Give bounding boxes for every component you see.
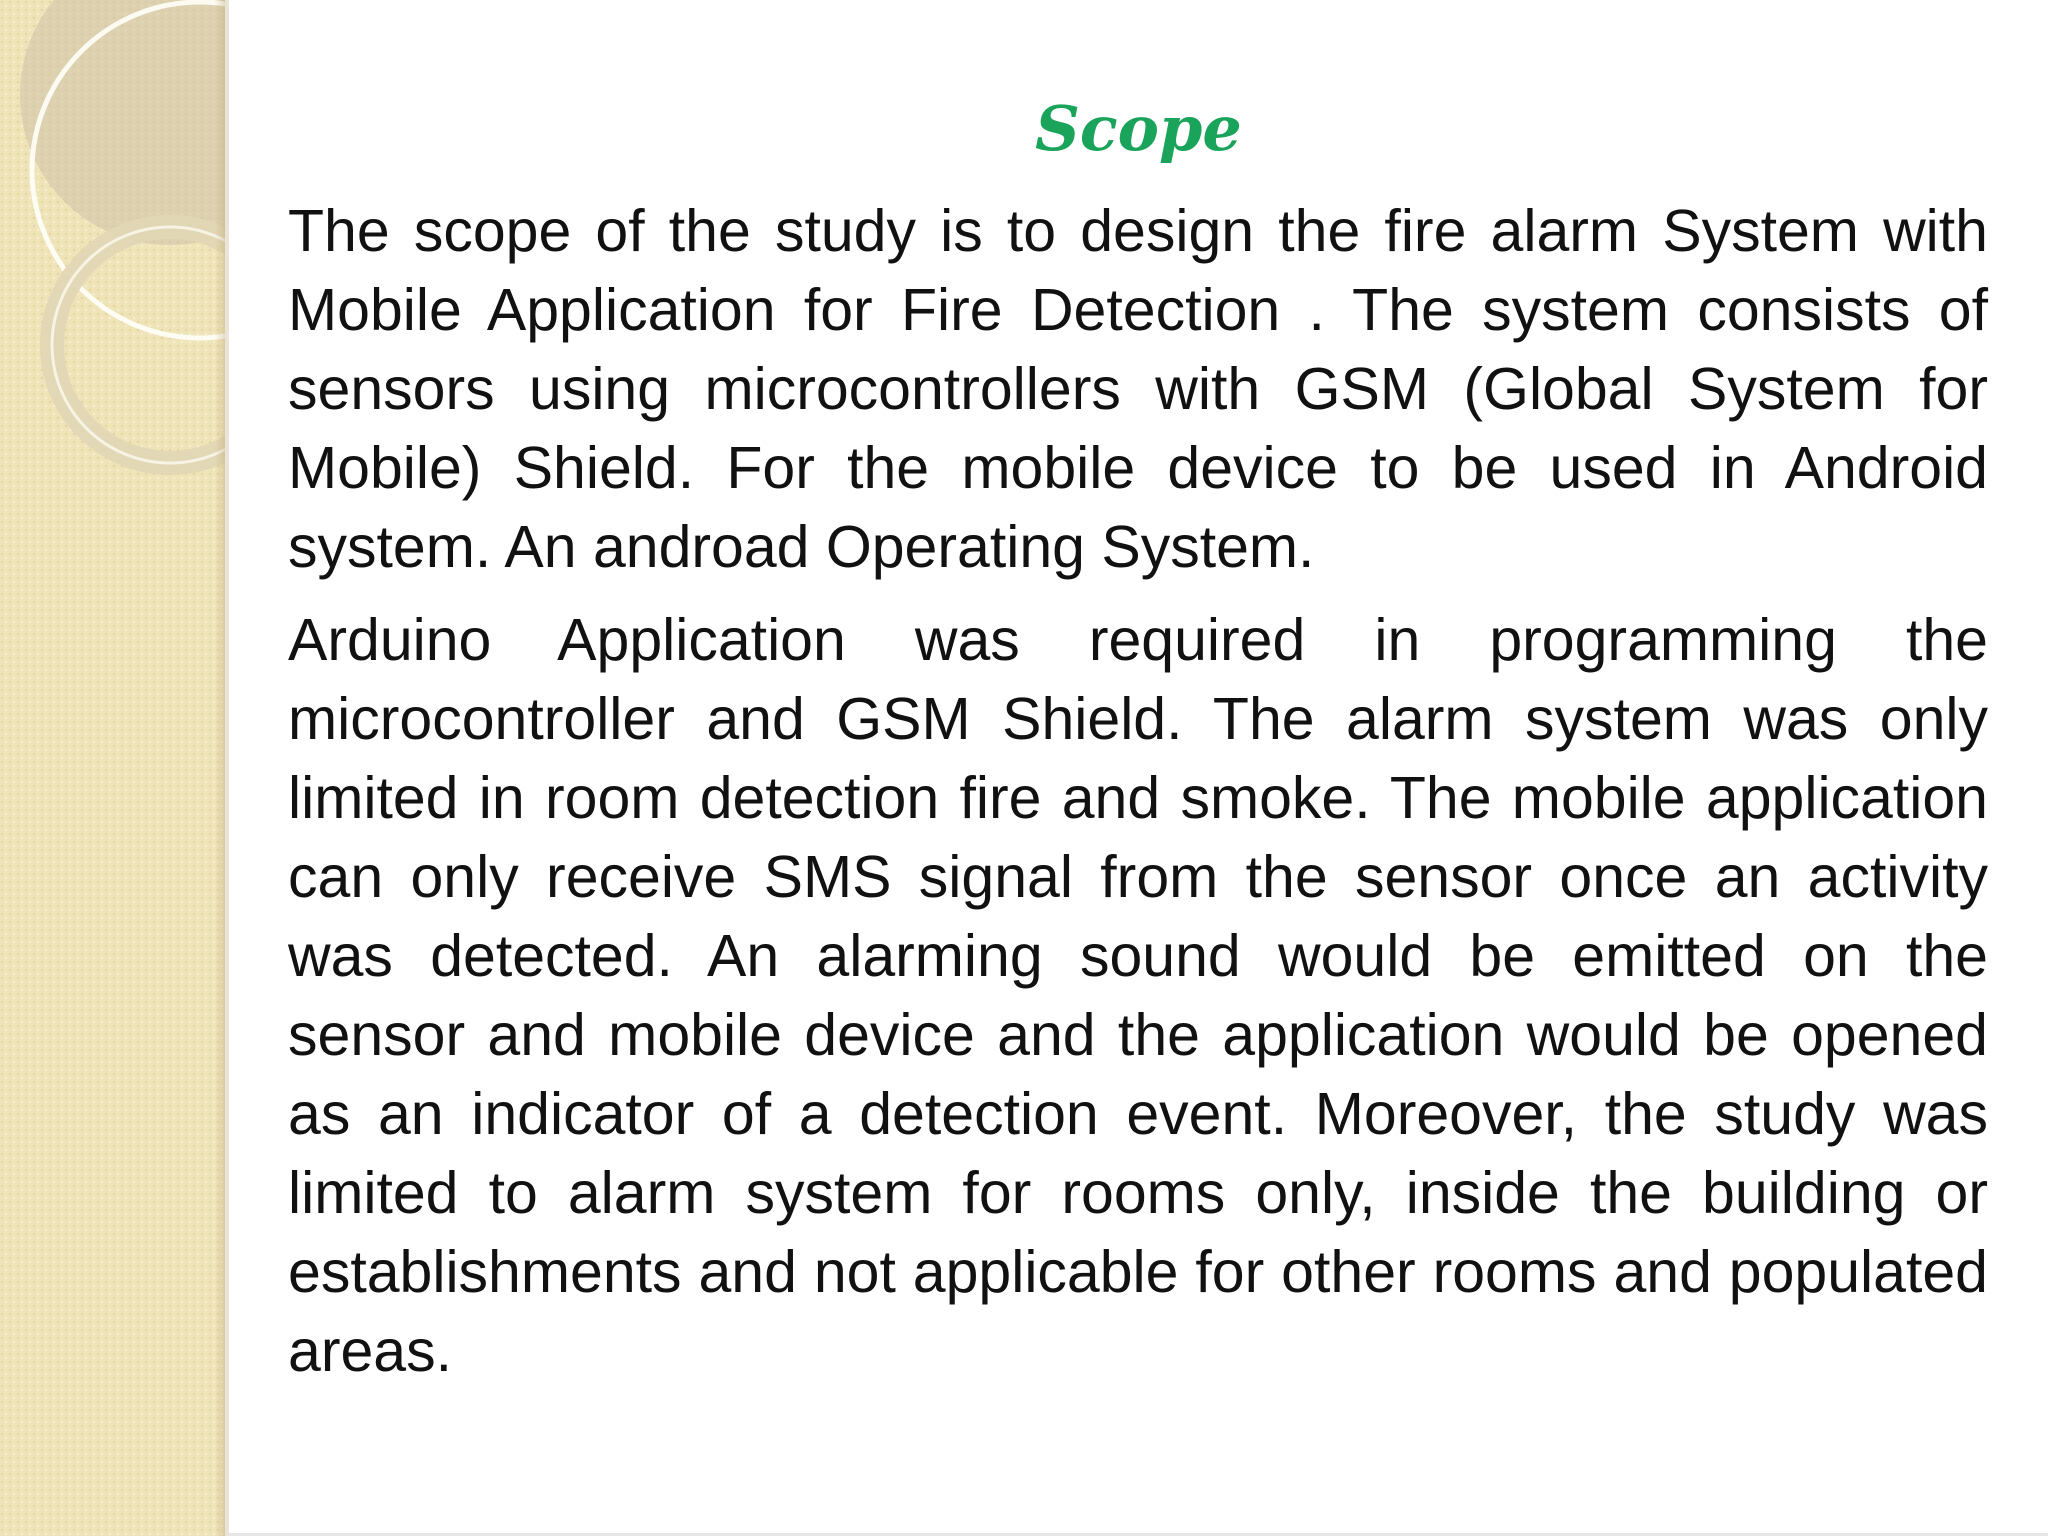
paragraph-scope-limits: Arduino Application was required in programming the microcontroller and GSM Shield. The alarm system was only limited in room detection fire and smoke. The mobile application can only receive SMS signal from the sensor once an activity was detected. An alarming sound would be emitted on the sensor and mobile device and the application would be opened as an indicator of a detection event. Moreover, the study was limited to alarm system for rooms only, inside the building or establishments and not applicable for other rooms and populated areas. bbox=[288, 607, 1988, 1384]
side-panel-shadow bbox=[215, 0, 225, 1536]
decorative-side-panel bbox=[0, 0, 225, 1536]
side-panel-edge bbox=[225, 0, 229, 1536]
slide-body bbox=[288, 192, 1988, 1391]
decorative-circles-icon bbox=[0, 0, 225, 520]
slide-title: Scope bbox=[1035, 92, 1242, 165]
paragraph-scope-intro: The scope of the study is to design the fire alarm System with Mobile Application for Fire Detection . The system consists of sensors using microcontrollers with GSM (Global System for Mobile) Shield. For the mobile device to be used in Android system. An androad Operating System. bbox=[288, 198, 1988, 580]
